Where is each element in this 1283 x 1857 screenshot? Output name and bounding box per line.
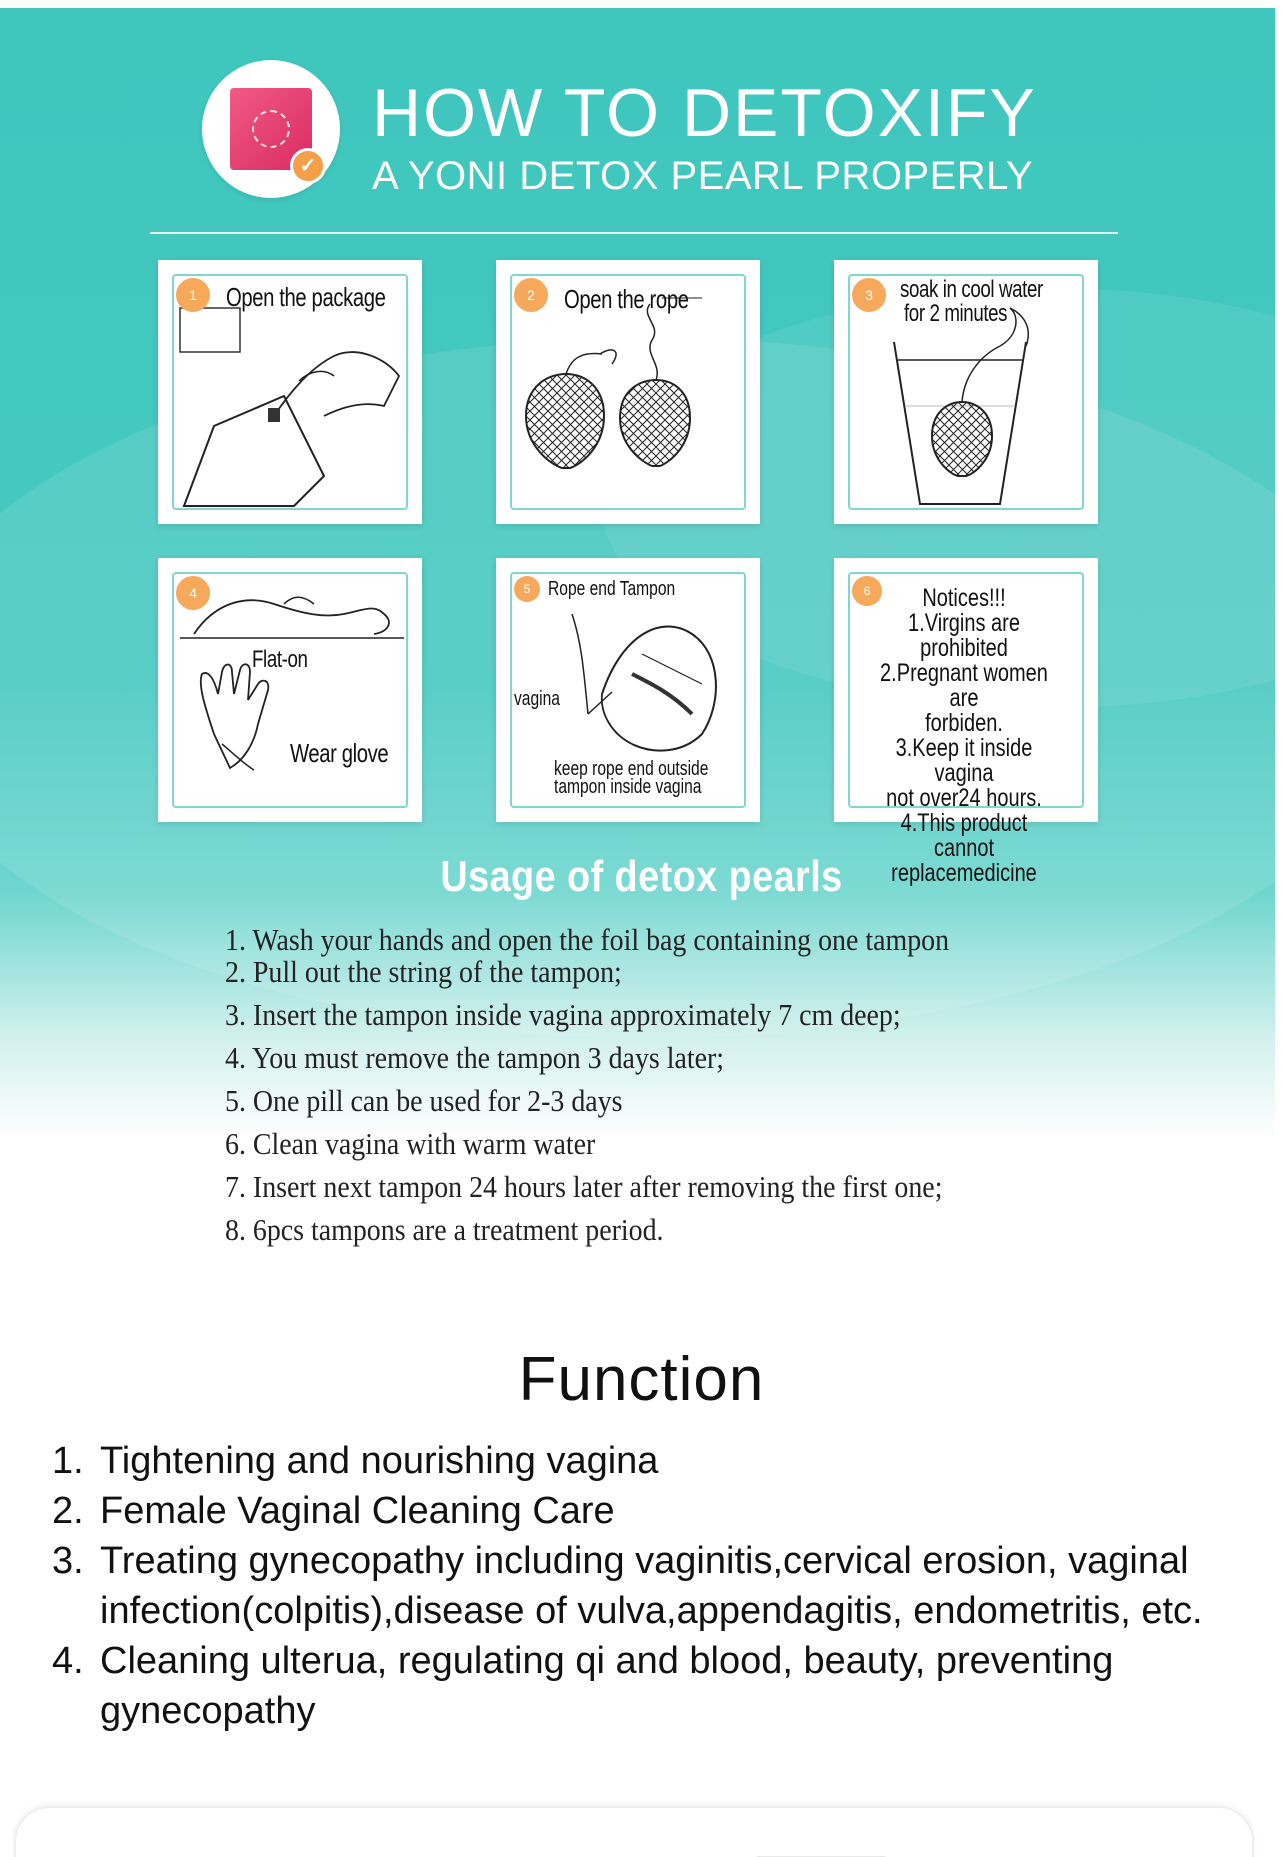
step-number-badge: 5 <box>514 576 540 602</box>
notice-line: not over24 hours. <box>886 784 1042 812</box>
step-number-badge: 2 <box>514 278 548 312</box>
step-card-frame <box>172 572 408 808</box>
list-text: Tightening and nourishing vagina <box>100 1440 659 1482</box>
step-label: Rope end Tampon <box>548 578 676 600</box>
step-number-badge: 4 <box>176 576 210 610</box>
notices-text <box>876 586 1052 886</box>
step-note: keep rope end outside <box>554 758 709 780</box>
list-number: 4. <box>52 1640 84 1682</box>
list-number: 3. <box>52 1540 84 1582</box>
step-card-4 <box>158 558 422 822</box>
step-number-badge: 6 <box>852 576 882 606</box>
step-label: vagina <box>514 688 560 710</box>
list-item: 2. Pull out the string of the tampon; <box>225 954 622 989</box>
step-label: for 2 minutes <box>904 300 1008 327</box>
list-item <box>52 1436 1252 1486</box>
list-item: 5. One pill can be used for 2-3 days <box>225 1083 623 1118</box>
notice-line: forbiden. <box>925 709 1003 737</box>
list-text: Female Vaginal Cleaning Care <box>100 1490 615 1532</box>
page-subtitle: A YONI DETOX PEARL PROPERLY <box>372 154 1034 198</box>
step-label: Wear glove <box>290 738 389 768</box>
list-item: 8. 6pcs tampons are a treatment period. <box>225 1212 664 1247</box>
notice-line: replacemedicine <box>891 859 1037 887</box>
step-card-2 <box>496 260 760 524</box>
list-number: 2. <box>52 1490 84 1532</box>
step-label: Open the rope <box>564 284 689 314</box>
step-label: Flat-on <box>252 646 308 673</box>
list-item <box>52 1536 1252 1636</box>
step-card-1 <box>158 260 422 524</box>
step-label: Open the package <box>226 282 386 312</box>
usage-list <box>225 920 1105 1253</box>
check-icon: ✓ <box>290 148 326 184</box>
notice-line: 1.Virgins are prohibited <box>908 609 1020 662</box>
list-item: 3. Insert the tampon inside vagina approximately 7 cm deep; <box>225 997 901 1032</box>
usage-title: Usage of detox pearls <box>440 852 843 901</box>
divider <box>150 232 1118 234</box>
list-text: Cleaning ulterua, regulating qi and blood, beauty, preventing gynecopathy <box>100 1640 1114 1732</box>
list-item: 1. Wash your hands and open the foil bag containing one tampon <box>225 922 950 957</box>
flat-on-glove-illustration <box>174 574 408 808</box>
step-note: tampon inside vagina <box>554 776 702 798</box>
list-item: 6. Clean vagina with warm water <box>225 1126 596 1161</box>
step-number-badge: 3 <box>852 278 886 312</box>
step-number-badge: 1 <box>176 278 210 312</box>
function-list <box>52 1436 1252 1736</box>
list-item: 7. Insert next tampon 24 hours later after removing the first one; <box>225 1169 943 1204</box>
product-logo <box>202 60 340 198</box>
list-item <box>52 1636 1252 1736</box>
list-item: 4. You must remove the tampon 3 days later; <box>225 1040 725 1075</box>
bottom-sheet[interactable] <box>14 1806 1254 1857</box>
page-title: HOW TO DETOXIFY <box>372 75 1037 151</box>
list-text: Treating gynecopathy including vaginitis,cervical erosion, vaginal infection(colpitis),disease of vulva,appendagitis, endometritis, etc. <box>100 1540 1203 1632</box>
notice-line: 2.Pregnant women are <box>880 659 1048 712</box>
notice-line: 3.Keep it inside vagina <box>895 734 1033 787</box>
list-item <box>52 1486 1252 1536</box>
notice-line: Notices!!! <box>922 584 1006 612</box>
notice-line: 4.This product cannot <box>900 809 1028 862</box>
step-label: soak in cool water <box>900 276 1043 303</box>
step-card-6 <box>834 558 1098 887</box>
function-title: Function <box>518 1345 765 1414</box>
step-card-5 <box>496 558 760 822</box>
list-number: 1. <box>52 1440 84 1482</box>
flower-graphic <box>252 110 290 148</box>
step-card-3 <box>834 260 1098 524</box>
